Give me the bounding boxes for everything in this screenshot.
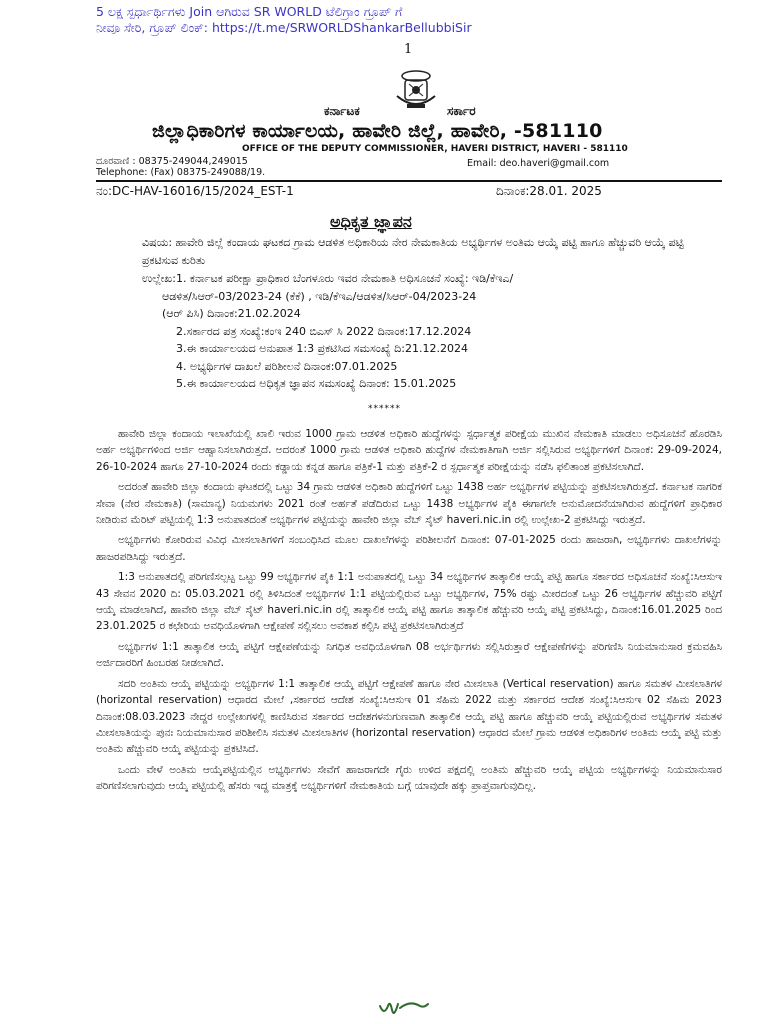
document-date: ದಿನಾಂಕ:28.01. 2025 bbox=[496, 184, 602, 198]
references-list bbox=[142, 270, 722, 393]
reference-4: 4. ಅಭ್ಯರ್ಥಿಗಳ ದಾಖಲೆ ಪರಿಶೀಲನೆ ದಿನಾಂಕ:07.01.2025 bbox=[176, 359, 398, 373]
subject-line: ವಿಷಯ: ಹಾವೇರಿ ಜಿಲ್ಲೆ ಕಂದಾಯ ಘಟಕದ ಗ್ರಾಮ ಆಡಳಿತ ಅಧಿಕಾರಿಯ ನೇರ ನೇಮಕಾತಿಯ ಅಭ್ಯರ್ಥಿಗಳ ಅಂತಿಮ ಆಯ್ಕೆ ಪಟ್ಟಿ ಹಾಗೂ ಹೆಚ್ಚುವರಿ ಆಯ್ಕೆ ಪಟ್ಟಿ ಪ್ರಕಟಿಸುವ ಕುರಿತು bbox=[142, 236, 684, 267]
watermark-line-2[interactable]: ನೀವೂ ಸೇರಿ, ಗ್ರೂಪ್ ಲಿಂಕ್: https://t.me/SRWORLDShankarBellubbiSir bbox=[96, 20, 472, 35]
paragraph-3: ಅಭ್ಯರ್ಥಿಗಳು ಕೋರಿರುವ ವಿವಿಧ ಮೀಸಲಾತಿಗಳಿಗೆ ಸಂಬಂಧಿಸಿದ ಮೂಲ ದಾಖಲೆಗಳನ್ನು ಪರಿಶೀಲನೆಗೆ ದಿನಾಂಕ: 07-01-2025 ರಂದು ಹಾಜರಾಗಿ, ಅಭ್ಯರ್ಥಿಗಳು ದಾಖಲೆಗಳನ್ನು ಹಾಜರಪಡಿಸಿದ್ದು ಇರುತ್ತದೆ. bbox=[96, 534, 722, 563]
phone-english: Telephone: (Fax) 08375-249088/19. bbox=[96, 167, 266, 178]
telegram-promo-watermark bbox=[96, 4, 536, 36]
page-number: 1 bbox=[404, 42, 413, 57]
office-title-kannada: ಜಿಲ್ಲಾಧಿಕಾರಿಗಳ ಕಾರ್ಯಾಲಯ, ಹಾವೇರಿ ಜಿಲ್ಲೆ, ಹಾವೇರಿ, -581110 bbox=[152, 120, 603, 142]
reference-1c: (ಆರ್ ಪಿಸಿ) ದಿನಾಂಕ:21.02.2024 bbox=[162, 307, 301, 320]
reference-3: 3.ಈ ಕಾರ್ಯಾಲಯದ ಅನುಪಾತ 1:3 ಪ್ರಕಟಿಸಿದ ಸಮಸಂಖ್ಯೆ ದಿ:21.12.2024 bbox=[176, 342, 468, 355]
paragraph-2: ಅದರಂತೆ ಹಾವೇರಿ ಜಿಲ್ಲಾ ಕಂದಾಯ ಘಟಕದಲ್ಲಿ ಒಟ್ಟು 34 ಗ್ರಾಮ ಆಡಳಿತ ಅಧಿಕಾರಿ ಹುದ್ದೆಗಳಿಗೆ ಒಟ್ಟು 1438 ಅರ್ಹ ಅಭ್ಯರ್ಥಿಗಳ ಪಟ್ಟಿಯನ್ನು ಪ್ರಕಟಿಸಲಾಗಿರುತ್ತದೆ. ಕರ್ನಾಟಕ ನಾಗರಿಕ ಸೇವಾ (ನೇರ ನೇಮಕಾತಿ) (ಸಾಮಾನ್ಯ) ನಿಯಮಗಳು 2021 ರಂತೆ ಅರ್ಹತೆ ಪಡೆದಿರುವ ಒಟ್ಟು 1438 ಅಭ್ಯರ್ಥಿಗಳ ಪೈಕಿ ಈಗಾಗಲೇ ಅನುಮೋದನೆಯಾಗಿರುವ ಹುದ್ದೆಗಳಿಗೆ ಪ್ರಾಧಿಕಾರ ನೀಡಿರುವ ಮೆರಿಟ್ ಪಟ್ಟಿಯಲ್ಲಿ 1:3 ಅನುಪಾತದಂತೆ ಅಭ್ಯರ್ಥಿಗಳ ಪಟ್ಟಿಯನ್ನು ಹಾವೇರಿ ಜಿಲ್ಲಾ ವೆಬ್ ಸೈಟ್ haveri.nic.in ರಲ್ಲಿ ಉಲ್ಲೇಖ-2 ಪ್ರಕಟಿಸಿದ್ದು ಇರುತ್ತದೆ. bbox=[96, 481, 722, 527]
section-separator: ****** bbox=[368, 404, 401, 414]
paragraph-7: ಒಂದು ವೇಳೆ ಅಂತಿಮ ಆಯ್ಕೆಪಟ್ಟಿಯಲ್ಲಿನ ಅಭ್ಯರ್ಥಿಗಳು ಸೇವೆಗೆ ಹಾಜರಾಗದೇ ಗೈರು ಉಳಿದ ಪಕ್ಷದಲ್ಲಿ ಅಂತಿಮ ಹೆಚ್ಚುವರಿ ಆಯ್ಕೆ ಪಟ್ಟಿಯ ಅಭ್ಯರ್ಥಿಗಳನ್ನು ನಿಯಮಾನುಸಾರ ಪರಿಗಣಿಸಲಾಗುವುದು ಆಯ್ಕೆ ಪಟ್ಟಿಯಲ್ಲಿ ಹೆಸರು ಇದ್ದ ಮಾತ್ರಕ್ಕೆ ಅಭ್ಯರ್ಥಿಗಳಿಗೆ ನೇಮಕಾತಿಯ ಬಗ್ಗೆ ಯಾವುದೇ ಹಕ್ಕು ಪ್ರಾಪ್ತವಾಗುವುದಿಲ್ಲ. bbox=[96, 763, 722, 793]
reference-1a: ಉಲ್ಲೇಖ:1. ಕರ್ನಾಟಕ ಪರೀಕ್ಷಾ ಪ್ರಾಧಿಕಾರ ಬೆಂಗಳೂರು ಇವರ ನೇಮಕಾತಿ ಅಧಿಸೂಚನೆ ಸಂಖ್ಯೆ: ಇಡಿ/ಕೆಇಎ/ bbox=[142, 272, 514, 285]
paragraph-1: ಹಾವೇರಿ ಜಿಲ್ಲಾ ಕಂದಾಯ ಇಲಾಖೆಯಲ್ಲಿ ಖಾಲಿ ಇರುವ 1000 ಗ್ರಾಮ ಆಡಳಿತ ಅಧಿಕಾರಿ ಹುದ್ದೆಗಳನ್ನು ಸ್ಪರ್ಧಾತ್ಮಕ ಪರೀಕ್ಷೆಯ ಮುಖಿನ ನೇಮಕಾತಿ ಮಾಡಲು ಅಧಿಸೂಚನೆ ಹೊರಡಿಸಿ ಅರ್ಹ ಅಭ್ಯರ್ಥಿಗಳಿಂದ ಅರ್ಜಿ ಆಹ್ವಾನಿಸಲಾಗಿರುತ್ತದೆ. ಅದರಂತೆ 1000 ಗ್ರಾಮ ಆಡಳಿತ ಅಧಿಕಾರಿ ಹುದ್ದೆಗಳ ನೇಮಕಾತಿಗಾಗಿ ಅರ್ಜಿ ಸಲ್ಲಿಸಿರುವ ಅಭ್ಯರ್ಥಿಗಳಿಗೆ ದಿನಾಂಕ: 29-09-2024, 26-10-2024 ಹಾಗೂ 27-10-2024 ರಂದು ಕಡ್ಡಾಯ ಕನ್ನಡ ಹಾಗೂ ಪತ್ರಿಕೆ-1 ಮತ್ತು ಪತ್ರಿಕೆ-2 ರ ಸ್ಪರ್ಧಾತ್ಮಕ ಪರೀಕ್ಷೆಯನ್ನು ನಡೆಸಿ ಫಲಿತಾಂಶ ಪ್ರಕಟಿಸಲಾಗಿದೆ. bbox=[96, 428, 722, 473]
office-title-english: OFFICE OF THE DEPUTY COMMISSIONER, HAVERI DISTRICT, HAVERI - 581110 bbox=[242, 144, 628, 154]
signature-icon bbox=[376, 992, 430, 1020]
watermark-line-1: 5 ಲಕ್ಷ ಸ್ಪರ್ಧಾರ್ಥಿಗಳು Join ಆಗಿರುವ SR WORLD ಟೆಲಿಗ್ರಾಂ ಗ್ರೂಪ್ ಗೆ bbox=[96, 4, 403, 19]
state-label-karnataka: ಕರ್ನಾಟಕ bbox=[324, 104, 360, 118]
state-label-sarkara: ಸರ್ಕಾರ bbox=[447, 104, 476, 118]
reference-2: 2.ಸರ್ಕಾರದ ಪತ್ರ ಸಂಖ್ಯೆ:ಕಂಇ 240 ಬಿಎಸ್ ಸಿ 2022 ದಿನಾಂಕ:17.12.2024 bbox=[176, 324, 472, 338]
letterhead-divider bbox=[96, 180, 722, 182]
document-body bbox=[96, 426, 722, 799]
state-emblem-icon bbox=[393, 66, 439, 114]
reference-1b: ಆಡಳಿತ/ಸಿಆರ್-03/2023-24 (ಕೆಕೆ) , ಇಡಿ/ಕೆಇಎ/ಆಡಳಿತ/ಸಿಆರ್-04/2023-24 bbox=[162, 289, 477, 303]
email-address[interactable]: Email: deo.haveri@gmail.com bbox=[467, 158, 610, 169]
document-heading: ಅಧಿಕೃತ ಜ್ಞಾಪನ bbox=[330, 212, 412, 231]
reference-5: 5.ಈ ಕಾರ್ಯಾಲಯದ ಅಧಿಕೃತ ಜ್ಞಾಪನ ಸಮಸಂಖ್ಯೆ ದಿನಾಂಕ: 15.01.2025 bbox=[176, 377, 457, 390]
phone-kannada: ದೂರವಾಣಿ : 08375-249044,249015 bbox=[96, 156, 248, 167]
paragraph-6: ಸದರಿ ಅಂತಿಮ ಆಯ್ಕೆ ಪಟ್ಟಿಯನ್ನು ಅಭ್ಯರ್ಥಿಗಳ 1:1 ತಾತ್ಕಾಲಿಕ ಆಯ್ಕೆ ಪಟ್ಟಿಗೆ ಆಕ್ಷೇಪಣೆ ಹಾಗೂ ನೇರ ಮೀಸಲಾತಿ (Vertical reservation) ಹಾಗೂ ಸಮತಳ ಮೀಸಲಾತಿಗಳ (horizontal reservation) ಆಧಾರದ ಮೇಲೆ ,ಸರ್ಕಾರದ ಆದೇಶ ಸಂಖ್ಯೆ:ಸಿಆಸುಇ 01 ಸೆಹಿಮ 2022 ಮತ್ತು ಸರ್ಕಾರದ ಆದೇಶ ಸಂಖ್ಯೆ:ಸಿಆಸುಇ 02 ಸೆಹಿಮ 2023 ದಿನಾಂಕ:08.03.2023 ನೇದ್ದರ ಉಲ್ಲೇಖಗಳಲ್ಲಿ ಕಾಣಿಸಿರುವ ಸರ್ಕಾರದ ಆದೇಶಗಳನುಗುಣವಾಗಿ ತಾತ್ಕಾಲಿಕ ಆಯ್ಕೆ ಪಟ್ಟಿ ಹಾಗೂ ಹೆಚ್ಚುವರಿ ಆಯ್ಕೆ ಪಟ್ಟಿಯಲ್ಲಿರುವ ಅಭ್ಯರ್ಥಿಗಳ ಸಮತಳ ಮೀಸಲಾತಿಯನ್ನು ಪುನಃ ನಿಯಮಾನುಸಾರ ಪರಿಶೀಲಿಸಿ ಸಮತಳ ಮೀಸಲಾತಿಗಳ (horizontal reservation) ಆಧಾರದ ಮೇಲೆ ಗ್ರಾಮ ಆಡಳಿತ ಅಧಿಕಾರಿಗಳ ಅಂತಿಮ ಆಯ್ಕೆ ಪಟ್ಟಿ ಮತ್ತು ಅಂತಿಮ ಹೆಚ್ಚುವರಿ ಆಯ್ಕೆ ಪಟ್ಟಿಯನ್ನು ಪ್ರಕಟಿಸಿದೆ. bbox=[96, 677, 722, 756]
paragraph-5: ಅಭ್ಯರ್ಥಿಗಳ 1:1 ತಾತ್ಕಾಲಿಕ ಆಯ್ಕೆ ಪಟ್ಟಿಗೆ ಆಕ್ಷೇಪಣೆಯನ್ನು ನಿಗಧಿತ ಅವಧಿಯೊಳಗಾಗಿ 08 ಅರ್ಭರ್ಥಿಗಳು ಸಲ್ಲಿಸಿರುತ್ತಾರೆ ಆಕ್ಷೇಪಣೆಗಳನ್ನು ಪರಿಗಣಿಸಿ ನಿಯಮಾನುಸಾರ ಕ್ರಮವಹಿಸಿ ಅರ್ಜಿದಾರರಿಗೆ ಹಿಂಬರಹ ನೀಡಲಾಗಿದೆ. bbox=[96, 640, 722, 670]
paragraph-4: 1:3 ಅನುಪಾತದಲ್ಲಿ ಪರಿಗಣಿಸಲ್ಪಟ್ಟ ಒಟ್ಟು 99 ಅಭ್ಯರ್ಥಿಗಳ ಪೈಕಿ 1:1 ಅನುಪಾತದಲ್ಲಿ ಒಟ್ಟು 34 ಅಭ್ಯರ್ಥಿಗಳ ತಾತ್ಕಾಲಿಕ ಆಯ್ಕೆ ಪಟ್ಟಿ ಹಾಗೂ ಸರ್ಕಾರದ ಅಧಿಸೂಚನೆ ಸಂಖ್ಯೆ:ಸಿಆಸುಇ 43 ಸೇವನ 2020 ದಿ: 05.03.2021 ರಲ್ಲಿ ತಿಳಿಸಿದಂತೆ ಅಭ್ಯರ್ಥಿಗಳ 1:1 ಪಟ್ಟಿಯಲ್ಲಿರುವ ಒಟ್ಟು ಅಭ್ಯರ್ಥಿಗಳ, 75% ರಷ್ಟು ಮೀರದಂತೆ ಒಟ್ಟು 26 ಅಭ್ಯರ್ಥಿಗಳ ಹೆಚ್ಚುವರಿ ಪಟ್ಟಿಗೆ ಆಯ್ಕೆ ಮಾಡಲಾಗಿದೆ, ಹಾವೇರಿ ಜಿಲ್ಲಾ ವೆಬ್ ಸೈಟ್ haveri.nic.in ರಲ್ಲಿ ತಾತ್ಕಾಲಿಕ ಆಯ್ಕೆ ಪಟ್ಟಿ ಹಾಗೂ ತಾತ್ಕಾಲಿಕ ಹೆಚ್ಚುವರಿ ಆಯ್ಕೆ ಪಟ್ಟಿ ಪ್ರಕಟಿಸಿದ್ದು, ದಿನಾಂಕ:16.01.2025 ರಿಂದ 23.01.2025 ರ ಕಛೇರಿಯ ಅವಧಿಯೊಳಗಾಗಿ ಆಕ್ಷೇಪಣೆ ಸಲ್ಲಿಸಲು ಅವಕಾಶ ಕಲ್ಪಿಸಿ ಪಟ್ಟಿ ಪ್ರಕಟಿಸಲಾಗಿರುತ್ತದೆ bbox=[96, 571, 722, 633]
reference-number: ನಂ:DC-HAV-16016/15/2024_EST-1 bbox=[96, 184, 294, 198]
